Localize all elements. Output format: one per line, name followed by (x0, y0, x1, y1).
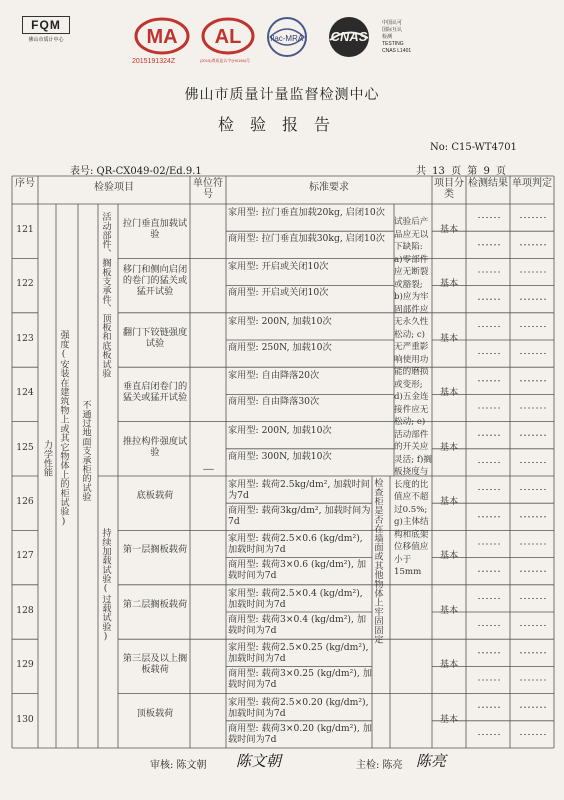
row-category: 基本 (439, 278, 459, 290)
inspector-label: 主检: 陈亮 (356, 760, 403, 771)
page-count: 共 13 页 第 9 页 (416, 166, 506, 177)
row-home-req: 家用型: 开启或关闭10次 (228, 261, 329, 273)
fixing-check-text: 检查柜是否在墙面或其他物体上牢固固定 (372, 478, 383, 644)
row-item: 底板载荷 (136, 490, 174, 501)
col-header-unit: 单位符号 (193, 178, 223, 200)
row-item: 垂直启闭卷门的猛关或猛开试验 (122, 381, 188, 404)
row-comm-req: 商用型: 载荷3kg/dm², 加载时间为7d (228, 505, 371, 527)
row-item: 第二层搁板载荷 (122, 598, 188, 610)
row-home-req: 家用型: 200N, 加载10次 (228, 315, 332, 327)
row-home-req: 家用型: 200N, 加载10次 (228, 424, 332, 436)
row-item: 推拉构件强度试验 (122, 435, 188, 458)
row-category: 基本 (439, 496, 459, 507)
row-category: 基本 (439, 604, 459, 616)
reviewer-label: 审核: 陈文朝 (150, 760, 207, 771)
inspector-signature: 陈亮 (416, 752, 447, 770)
row-category: 基本 (439, 387, 459, 399)
row-seq: 130 (16, 713, 34, 725)
row-home-req: 家用型: 拉门垂直加载20kg, 启闭10次 (228, 207, 385, 218)
row-home-req: 家用型: 载荷2.5kg/dm², 加载时间为7d (228, 479, 370, 501)
row-item: 移门和侧向启闭的卷门的猛关或猛开试验 (122, 264, 188, 298)
svg-text:MA: MA (146, 26, 178, 48)
group-mechanical: 力学性能 (41, 440, 53, 477)
cnas-line: 检测 (382, 34, 393, 40)
group-no-floor: 不通过地面支承柜的试验 (80, 400, 91, 502)
row-item: 第一层搁板载荷 (122, 544, 188, 556)
group-strength: 强度(安装在建筑物上或其它物体上的柜试验) (58, 330, 69, 527)
requirements-text: 试验后产品应无以下缺陷: a)零部件应无断裂或豁裂; b)应为牢固部件应无永久性松动; c)无严重影响使用功能的磨损或变形; d)五金连接件应无松动; e)活动部件的开关应灵活; f)搁板挠度与长度的比值应不超过0.5%; g)主体结构和底架位移值应小于15mm (394, 217, 432, 577)
row-home-req: 家用型: 载荷2.5×0.20 (kg/dm²), 加载时间为7d (228, 696, 369, 719)
row-home-req: 家用型: 载荷2.5×0.4 (kg/dm²), 加载时间为7d (228, 587, 363, 610)
cnas-line: TESTING (382, 41, 404, 47)
row-comm-req: 商用型: 300N, 加载10次 (228, 450, 332, 462)
row-item: 顶板载荷 (136, 707, 174, 719)
row-seq: 128 (16, 604, 34, 616)
row-seq: 124 (16, 387, 34, 399)
al-code: (2015)粤质监认字(H0156)号 (200, 58, 251, 63)
row-category: 基本 (439, 713, 459, 725)
row-category: 基本 (439, 659, 459, 671)
row-category: 基本 (439, 332, 459, 344)
reviewer-signature: 陈文朝 (236, 752, 282, 770)
unit-symbol: ----- (202, 464, 214, 475)
row-seq: 129 (16, 659, 34, 671)
row-comm-req: 商用型: 250N, 加载10次 (228, 341, 332, 353)
col-header-seq: 序号 (15, 178, 35, 189)
row-comm-req: 商用型: 载荷3×0.6 (kg/dm²), 加载时间为7d (228, 559, 367, 582)
svg-text:AL: AL (214, 26, 242, 48)
col-header-judge: 单项判定 (512, 178, 552, 189)
row-seq: 122 (16, 278, 34, 290)
group-sustained: 持续加载试验(过载试验) (100, 528, 111, 642)
col-header-result: 检测结果 (468, 178, 508, 189)
form-number: 表号: QR-CX049-02/Ed.9.1 (70, 166, 202, 177)
col-header-cat: 项目分类 (434, 178, 464, 200)
row-home-req: 家用型: 自由降落20次 (228, 370, 320, 382)
row-seq: 127 (16, 550, 34, 562)
report-number: No: C15-WT4701 (430, 142, 517, 153)
row-comm-req: 商用型: 拉门垂直加载30kg, 启闭10次 (228, 233, 385, 244)
row-category: 基本 (439, 441, 459, 453)
row-category: 基本 (439, 550, 459, 562)
cnas-line: 国际互认 (382, 27, 403, 33)
row-home-req: 家用型: 载荷2.5×0.6 (kg/dm²), 加载时间为7d (228, 533, 363, 556)
report-title: 检验报告 (217, 115, 346, 134)
fqm-caption: 佛山市质计中心 (28, 37, 64, 43)
row-comm-req: 商用型: 载荷3×0.4 (kg/dm²), 加载时间为7d (228, 613, 367, 636)
col-header-item: 检验项目 (94, 182, 134, 193)
cnas-line: 中国认可 (382, 20, 403, 26)
col-header-std: 标准要求 (309, 182, 349, 193)
organization-name: 佛山市质量计量监督检测中心 (184, 87, 380, 103)
row-item: 翻门下铰链强度试验 (122, 326, 188, 349)
row-item: 第三层及以上搁板载荷 (122, 653, 188, 676)
group-moving-parts: 活动部件、搁板支承件、顶板和底板试验 (100, 212, 111, 378)
svg-text:ilac-MRA: ilac-MRA (270, 34, 304, 43)
row-category: 基本 (439, 224, 459, 235)
ma-code: 2015191324Z (132, 58, 176, 65)
row-seq: 125 (16, 441, 34, 453)
row-comm-req: 商用型: 载荷3×0.25 (kg/dm²), 加载时间为7d (228, 668, 372, 691)
row-seq: 126 (16, 496, 34, 507)
row-comm-req: 商用型: 自由降落30次 (228, 396, 320, 408)
row-comm-req: 商用型: 载荷3×0.20 (kg/dm²), 加载时间为7d (228, 722, 372, 745)
row-seq: 121 (16, 224, 34, 235)
cnas-line: CNAS L1401 (382, 48, 412, 54)
row-item: 拉门垂直加载试验 (122, 218, 188, 240)
row-seq: 123 (16, 332, 34, 344)
fqm-mark: FQM (22, 16, 70, 34)
svg-text:CNAS: CNAS (330, 29, 368, 44)
row-home-req: 家用型: 载荷2.5×0.25 (kg/dm²), 加载时间为7d (228, 642, 369, 665)
row-comm-req: 商用型: 开启或关闭10次 (228, 287, 329, 299)
